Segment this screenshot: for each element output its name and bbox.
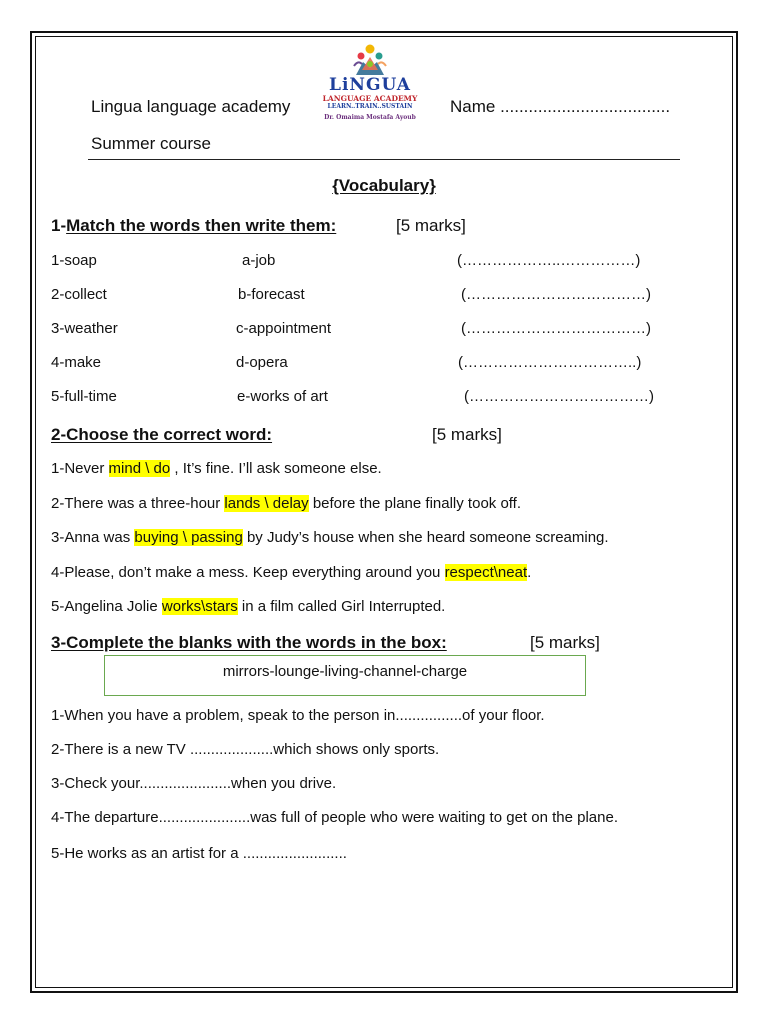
match-blank-5: (………………………………) [464, 388, 654, 405]
colorful-figures-icon [318, 42, 422, 78]
blank-item-4: 4-The departure......................was full of people who were waiting to get on the plane. [51, 809, 618, 826]
choice-item-2-options: lands \ delay [224, 495, 309, 512]
section3-marks: [5 marks] [530, 633, 600, 652]
match-left-4: 4-make [51, 354, 102, 371]
academy-name: Lingua language academy [91, 97, 291, 116]
choice-item-2-pre: 2-There was a three-hour [51, 495, 225, 512]
choice-item-5-pre: 5-Angelina Jolie [51, 598, 162, 615]
logo-author: Dr. Omaima Mostafa Ayoub [324, 114, 416, 121]
blank-item-3: 3-Check your......................when you drive. [51, 775, 337, 792]
section2-marks: [5 marks] [432, 425, 502, 444]
choice-item-3-post: by Judy’s house when she heard someone screaming. [242, 529, 609, 546]
choice-item-2 [51, 495, 521, 513]
match-blank-4: (……………………………..) [458, 354, 642, 371]
match-right-2: b-forecast [238, 286, 305, 303]
choice-item-4-options: respect\neat [444, 564, 528, 581]
logo-tagline: LEARN..TRAIN..SUSTAIN [327, 103, 413, 110]
match-left-2: 2-collect [51, 286, 107, 303]
choice-item-1-pre: 1-Never [51, 460, 109, 477]
choice-item-1 [51, 460, 382, 478]
match-right-4: d-opera [236, 354, 288, 371]
choice-item-3-options: buying \ passing [134, 529, 243, 546]
choice-item-5 [51, 598, 445, 616]
course-name: Summer course [91, 134, 211, 153]
word-bank-box [104, 655, 586, 696]
section1-heading-row [51, 216, 336, 236]
choice-item-5-options: works\stars [161, 598, 238, 615]
section3-heading: 3-Complete the blanks with the words in the box: [51, 633, 447, 652]
word-bank-text: mirrors-lounge-living-channel-charge [222, 663, 468, 680]
section1-number: 1- [51, 216, 67, 235]
choice-item-2-post: before the plane finally took off. [308, 495, 522, 512]
choice-item-1-post: , It’s fine. I’ll ask someone else. [170, 460, 382, 477]
logo-title: LiNGUA [329, 75, 411, 95]
section2-heading: 2-Choose the correct word: [51, 425, 273, 444]
match-blank-3: (………………………………) [461, 320, 651, 337]
match-right-1: a-job [242, 252, 276, 269]
match-blank-1: (………………..……………) [457, 252, 641, 269]
match-right-5: e-works of art [237, 388, 328, 405]
choice-item-4-post: . [527, 564, 532, 581]
choice-item-1-options: mind \ do [108, 460, 171, 477]
match-blank-2: (………………………………) [461, 286, 651, 303]
logo-subtitle: LANGUAGE ACADEMY [322, 94, 418, 103]
choice-item-4 [51, 564, 531, 582]
blank-item-1: 1-When you have a problem, speak to the person in................of your floor. [51, 707, 545, 724]
choice-item-5-post: in a film called Girl Interrupted. [237, 598, 446, 615]
blank-item-5: 5-He works as an artist for a ......................... [51, 845, 347, 862]
choice-item-3 [51, 529, 609, 547]
match-left-3: 3-weather [51, 320, 118, 337]
page-title: {Vocabulary} [332, 176, 436, 195]
match-left-5: 5-full-time [51, 388, 117, 405]
section1-heading: Match the words then write them: [66, 216, 337, 235]
choice-item-3-pre: 3-Anna was [51, 529, 135, 546]
blank-item-2: 2-There is a new TV ....................which shows only sports. [51, 741, 440, 758]
header-divider [88, 159, 680, 160]
choice-item-4-pre: 4-Please, don’t make a mess. Keep everything around you [51, 564, 445, 581]
match-right-3: c-appointment [236, 320, 332, 337]
academy-logo [318, 42, 422, 128]
student-name-field: Name .................................... [450, 97, 671, 116]
match-left-1: 1-soap [51, 252, 97, 269]
section1-marks: [5 marks] [396, 216, 466, 235]
